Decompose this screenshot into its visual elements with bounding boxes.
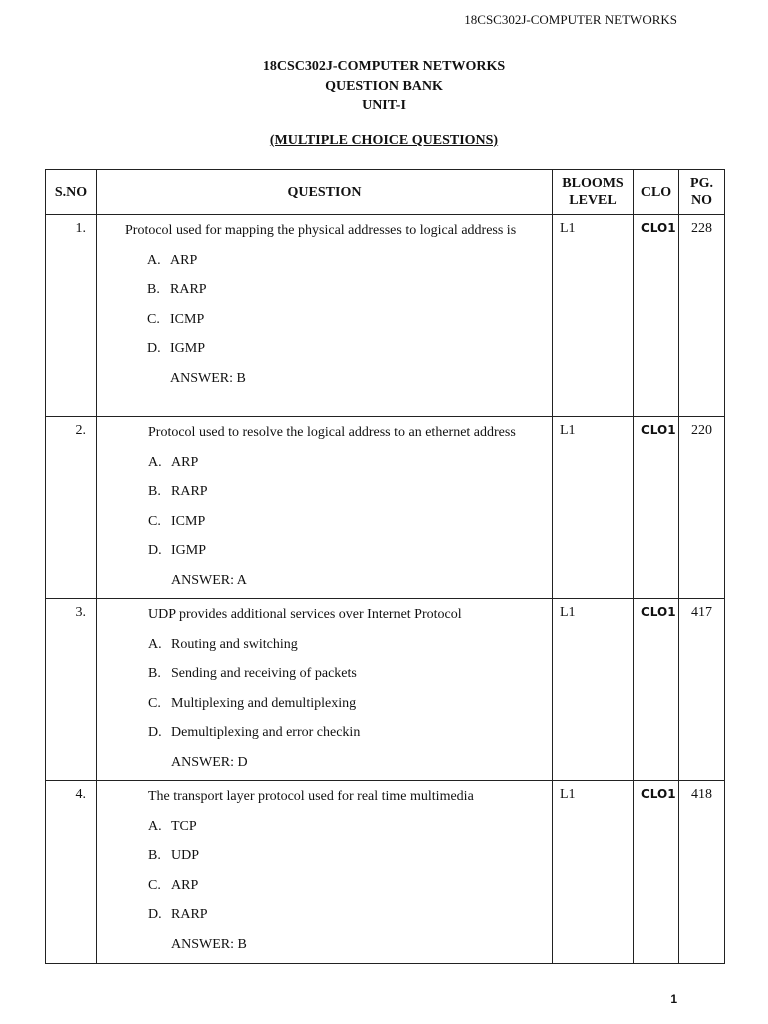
option-text: ARP bbox=[171, 877, 199, 893]
option-letter: B. bbox=[148, 666, 161, 681]
header-sno: S.NO bbox=[46, 170, 97, 215]
option-letter: A. bbox=[148, 636, 162, 652]
option-text: ICMP bbox=[171, 513, 206, 529]
option-letter: B. bbox=[147, 282, 160, 297]
option-d bbox=[125, 339, 546, 358]
question-cell bbox=[97, 417, 553, 599]
option-text: RARP bbox=[171, 907, 208, 922]
question-table bbox=[45, 169, 725, 964]
option-text: TCP bbox=[171, 818, 197, 834]
header-clo: CLO bbox=[634, 170, 679, 215]
option-letter: D. bbox=[148, 543, 162, 558]
table-header-row bbox=[46, 170, 725, 215]
question-text: Protocol used for mapping the physical addresses to logical address is bbox=[125, 223, 517, 238]
document-title bbox=[0, 57, 768, 116]
option-letter: C. bbox=[148, 513, 161, 529]
header-pg-line1: PG. bbox=[690, 176, 713, 191]
option-a bbox=[148, 453, 546, 472]
option-letter: A. bbox=[147, 252, 161, 268]
blooms-level: L1 bbox=[553, 781, 634, 964]
option-letter: B. bbox=[148, 484, 161, 499]
row-sno: 4. bbox=[46, 781, 97, 964]
option-d bbox=[148, 541, 546, 560]
option-a bbox=[148, 817, 546, 836]
option-letter: D. bbox=[147, 341, 161, 356]
page-ref: 418 bbox=[679, 781, 725, 964]
option-text: UDP bbox=[171, 848, 200, 863]
option-text: IGMP bbox=[170, 341, 206, 356]
option-c bbox=[148, 876, 546, 895]
option-text: Multiplexing and demultiplexing bbox=[171, 695, 357, 711]
answer-text: ANSWER: B bbox=[170, 370, 246, 386]
option-letter: C. bbox=[148, 877, 161, 893]
header-blooms-line1: BLOOMS bbox=[562, 176, 624, 191]
clo-value: CLO1 bbox=[634, 215, 679, 417]
course-title: 18CSC302J-COMPUTER NETWORKS bbox=[262, 59, 506, 74]
option-c bbox=[148, 512, 546, 531]
question-text: The transport layer protocol used for real time multimedia bbox=[148, 789, 474, 804]
table-row bbox=[46, 599, 725, 781]
option-letter: C. bbox=[147, 311, 160, 327]
option-letter: A. bbox=[148, 454, 162, 470]
running-header: 18CSC302J-COMPUTER NETWORKS bbox=[464, 12, 677, 27]
row-sno: 1. bbox=[46, 215, 97, 417]
blooms-level: L1 bbox=[553, 417, 634, 599]
option-d bbox=[148, 723, 546, 742]
option-text: ARP bbox=[170, 252, 198, 268]
answer-text: ANSWER: B bbox=[171, 936, 247, 952]
question-cell bbox=[97, 781, 553, 964]
row-sno: 2. bbox=[46, 417, 97, 599]
option-b bbox=[148, 482, 546, 501]
row-sno: 3. bbox=[46, 599, 97, 781]
option-letter: B. bbox=[148, 848, 161, 863]
header-blooms-line2: LEVEL bbox=[569, 193, 617, 208]
question-text: UDP provides additional services over Internet Protocol bbox=[148, 607, 462, 622]
page-ref: 228 bbox=[679, 215, 725, 417]
option-text: IGMP bbox=[171, 543, 207, 558]
option-b bbox=[148, 664, 546, 683]
page-ref: 417 bbox=[679, 599, 725, 781]
option-text: ICMP bbox=[170, 311, 205, 327]
clo-value: CLO1 bbox=[634, 599, 679, 781]
option-a bbox=[148, 635, 546, 654]
option-c bbox=[125, 310, 546, 329]
option-letter: D. bbox=[148, 725, 162, 740]
page-number: 1 bbox=[670, 992, 677, 1006]
clo-value: CLO1 bbox=[634, 417, 679, 599]
option-c bbox=[148, 694, 546, 713]
option-text: Sending and receiving of packets bbox=[171, 666, 357, 681]
blooms-level: L1 bbox=[553, 215, 634, 417]
clo-value: CLO1 bbox=[634, 781, 679, 964]
option-text: ARP bbox=[171, 454, 199, 470]
option-text: RARP bbox=[171, 484, 208, 499]
option-letter: D. bbox=[148, 907, 162, 922]
option-text: Routing and switching bbox=[171, 636, 298, 652]
question-cell bbox=[97, 599, 553, 781]
table-row bbox=[46, 781, 725, 964]
option-d bbox=[148, 905, 546, 924]
answer-text: ANSWER: D bbox=[171, 754, 248, 770]
option-text: Demultiplexing and error checkin bbox=[171, 725, 361, 740]
option-letter: A. bbox=[148, 818, 162, 834]
section-title: (MULTIPLE CHOICE QUESTIONS) bbox=[269, 133, 499, 148]
option-b bbox=[125, 280, 546, 299]
option-b bbox=[148, 846, 546, 865]
header-question: QUESTION bbox=[97, 170, 553, 215]
option-text: RARP bbox=[170, 282, 207, 297]
question-text: Protocol used to resolve the logical address to an ethernet address bbox=[148, 425, 516, 440]
page-ref: 220 bbox=[679, 417, 725, 599]
answer-text: ANSWER: A bbox=[171, 572, 247, 588]
header-page-no bbox=[679, 170, 725, 215]
table-row bbox=[46, 215, 725, 417]
header-blooms-level bbox=[553, 170, 634, 215]
blooms-level: L1 bbox=[553, 599, 634, 781]
table-row bbox=[46, 417, 725, 599]
unit-title: UNIT-I bbox=[362, 98, 406, 113]
question-bank-title: QUESTION BANK bbox=[325, 78, 443, 94]
option-a bbox=[125, 251, 546, 270]
question-cell bbox=[97, 215, 553, 417]
option-letter: C. bbox=[148, 695, 161, 711]
header-pg-line2: NO bbox=[691, 193, 712, 208]
